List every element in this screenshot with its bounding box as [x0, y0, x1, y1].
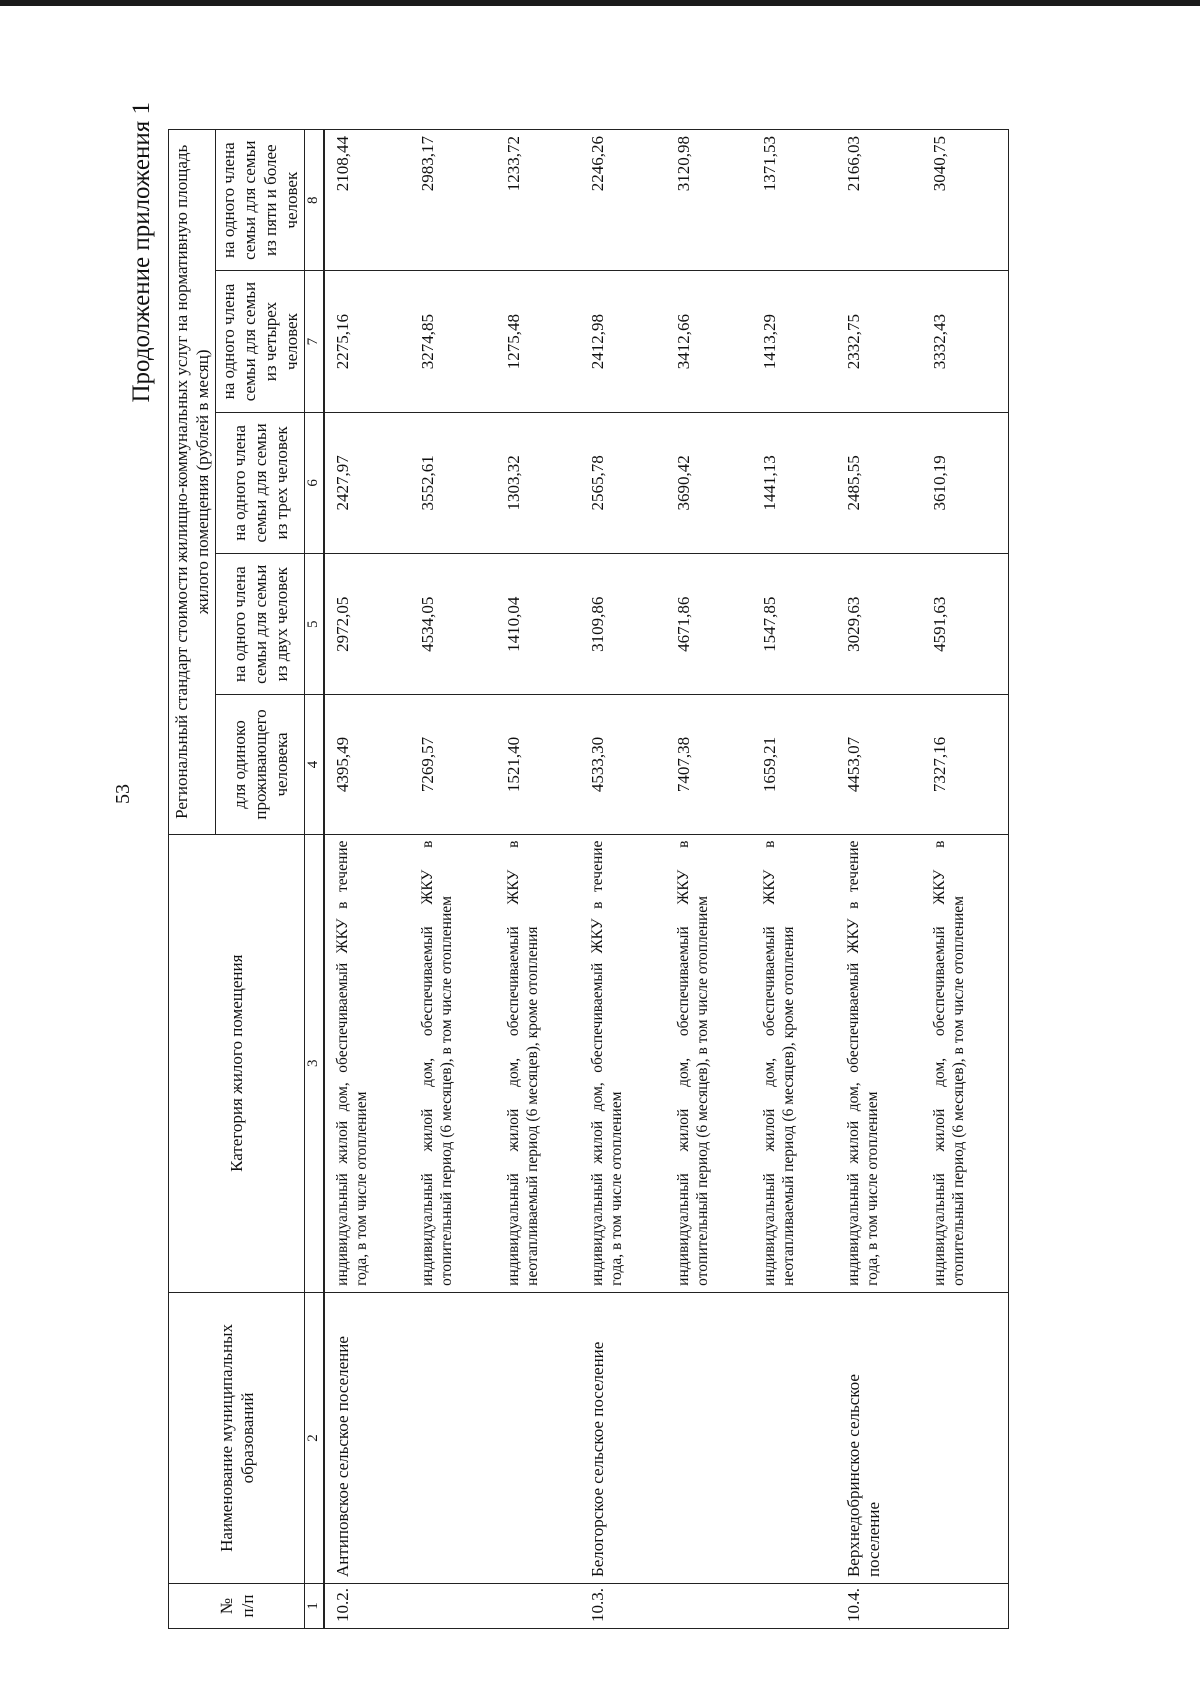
- value-cell: 2108,44: [324, 130, 410, 271]
- column-number: 5: [305, 554, 325, 695]
- row-number: 10.3.: [580, 1584, 666, 1629]
- row-number: [922, 1584, 1008, 1629]
- header-no: № п/п: [169, 1584, 305, 1629]
- category-text: индивидуальный жилой дом, обеспечиваемый ЖКУ в течение года, в том числе отоплением: [324, 834, 410, 1292]
- value-cell: 1441,13: [752, 412, 836, 553]
- value-cell: 2246,26: [580, 130, 666, 271]
- value-cell: 2427,97: [324, 412, 410, 553]
- category-text: индивидуальный жилой дом, обеспечиваемый ЖКУ в течение года, в том числе отоплением: [836, 834, 922, 1292]
- row-number: [496, 1584, 580, 1629]
- continuation-title: Продолжение приложения 1: [128, 102, 155, 403]
- column-number: 7: [305, 271, 325, 412]
- value-cell: 4395,49: [324, 695, 410, 834]
- header-sub-2: на одного члена семьи для семьи из двух человек: [216, 554, 305, 695]
- value-cell: 3040,75: [922, 130, 1008, 271]
- value-cell: 2972,05: [324, 554, 410, 695]
- value-cell: 1521,40: [496, 695, 580, 834]
- value-cell: 1371,53: [752, 130, 836, 271]
- value-cell: 2565,78: [580, 412, 666, 553]
- row-number: [666, 1584, 752, 1629]
- municipality-name: [752, 1292, 836, 1583]
- value-cell: 2983,17: [410, 130, 496, 271]
- value-cell: 2166,03: [836, 130, 922, 271]
- header-sub-4: на одного члена семьи для семьи из четырех человек: [216, 271, 305, 412]
- row-number: 10.2.: [324, 1584, 410, 1629]
- standard-cost-table: [168, 129, 1009, 1629]
- municipality-name: Антиповское сельское поселение: [324, 1292, 410, 1583]
- value-cell: 2275,16: [324, 271, 410, 412]
- table-row: [666, 130, 752, 1629]
- header-sub-1: для одиноко проживающего человека: [216, 695, 305, 834]
- header-sub-3: на одного члена семьи для семьи из трех человек: [216, 412, 305, 553]
- value-cell: 7327,16: [922, 695, 1008, 834]
- column-numbers-row: [305, 130, 325, 1629]
- municipality-name: [410, 1292, 496, 1583]
- value-cell: 4453,07: [836, 695, 922, 834]
- municipality-name: [922, 1292, 1008, 1583]
- header-group: Региональный стандарт стоимости жилищно-коммунальных услуг на нормативную площадь жилого помещения (рублей в месяц): [169, 130, 216, 835]
- column-number: 3: [305, 834, 325, 1292]
- table-row: [836, 130, 922, 1629]
- category-text: индивидуальный жилой дом, обеспечиваемый ЖКУ в неотапливаемый период (6 месяцев), кроме отопления: [496, 834, 580, 1292]
- municipality-name: Верхнедобринское сельское поселение: [836, 1292, 922, 1583]
- header-name: Наименование муниципальных образований: [169, 1292, 305, 1583]
- value-cell: 1303,32: [496, 412, 580, 553]
- value-cell: 1413,29: [752, 271, 836, 412]
- value-cell: 7269,57: [410, 695, 496, 834]
- column-number: 8: [305, 130, 325, 271]
- page-number: 53: [112, 784, 134, 804]
- value-cell: 7407,38: [666, 695, 752, 834]
- column-number: 1: [305, 1584, 325, 1629]
- category-text: индивидуальный жилой дом, обеспечиваемый ЖКУ в неотапливаемый период (6 месяцев), кроме отопления: [752, 834, 836, 1292]
- value-cell: 4533,30: [580, 695, 666, 834]
- value-cell: 3109,86: [580, 554, 666, 695]
- table-row: [410, 130, 496, 1629]
- header-sub-5: на одного члена семьи для семьи из пяти и более человек: [216, 130, 305, 271]
- value-cell: 4671,86: [666, 554, 752, 695]
- table-row: [496, 130, 580, 1629]
- value-cell: 3332,43: [922, 271, 1008, 412]
- value-cell: 3274,85: [410, 271, 496, 412]
- value-cell: 4591,63: [922, 554, 1008, 695]
- value-cell: 1410,04: [496, 554, 580, 695]
- category-text: индивидуальный жилой дом, обеспечиваемый ЖКУ в течение года, в том числе отоплением: [580, 834, 666, 1292]
- header-category: Категория жилого помещения: [169, 834, 305, 1292]
- value-cell: 3690,42: [666, 412, 752, 553]
- value-cell: 4534,05: [410, 554, 496, 695]
- table-row: [752, 130, 836, 1629]
- category-text: индивидуальный жилой дом, обеспечиваемый ЖКУ в отопительный период (6 месяцев), в том числе отоплением: [410, 834, 496, 1292]
- value-cell: 3412,66: [666, 271, 752, 412]
- row-number: [752, 1584, 836, 1629]
- value-cell: 2332,75: [836, 271, 922, 412]
- value-cell: 1275,48: [496, 271, 580, 412]
- category-text: индивидуальный жилой дом, обеспечиваемый ЖКУ в отопительный период (6 месяцев), в том числе отоплением: [666, 834, 752, 1292]
- value-cell: 2412,98: [580, 271, 666, 412]
- row-number: [410, 1584, 496, 1629]
- value-cell: 3029,63: [836, 554, 922, 695]
- value-cell: 1233,72: [496, 130, 580, 271]
- column-number: 6: [305, 412, 325, 553]
- category-text: индивидуальный жилой дом, обеспечиваемый ЖКУ в отопительный период (6 месяцев), в том числе отоплением: [922, 834, 1008, 1292]
- municipality-name: [666, 1292, 752, 1583]
- value-cell: 3610,19: [922, 412, 1008, 553]
- value-cell: 1659,21: [752, 695, 836, 834]
- table-row: [580, 130, 666, 1629]
- value-cell: 3120,98: [666, 130, 752, 271]
- column-number: 4: [305, 695, 325, 834]
- row-number: 10.4.: [836, 1584, 922, 1629]
- municipality-name: [496, 1292, 580, 1583]
- value-cell: 3552,61: [410, 412, 496, 553]
- municipality-name: Белогорское сельское поселение: [580, 1292, 666, 1583]
- table-row: [324, 130, 410, 1629]
- value-cell: 1547,85: [752, 554, 836, 695]
- value-cell: 2485,55: [836, 412, 922, 553]
- table-row: [922, 130, 1008, 1629]
- column-number: 2: [305, 1292, 325, 1583]
